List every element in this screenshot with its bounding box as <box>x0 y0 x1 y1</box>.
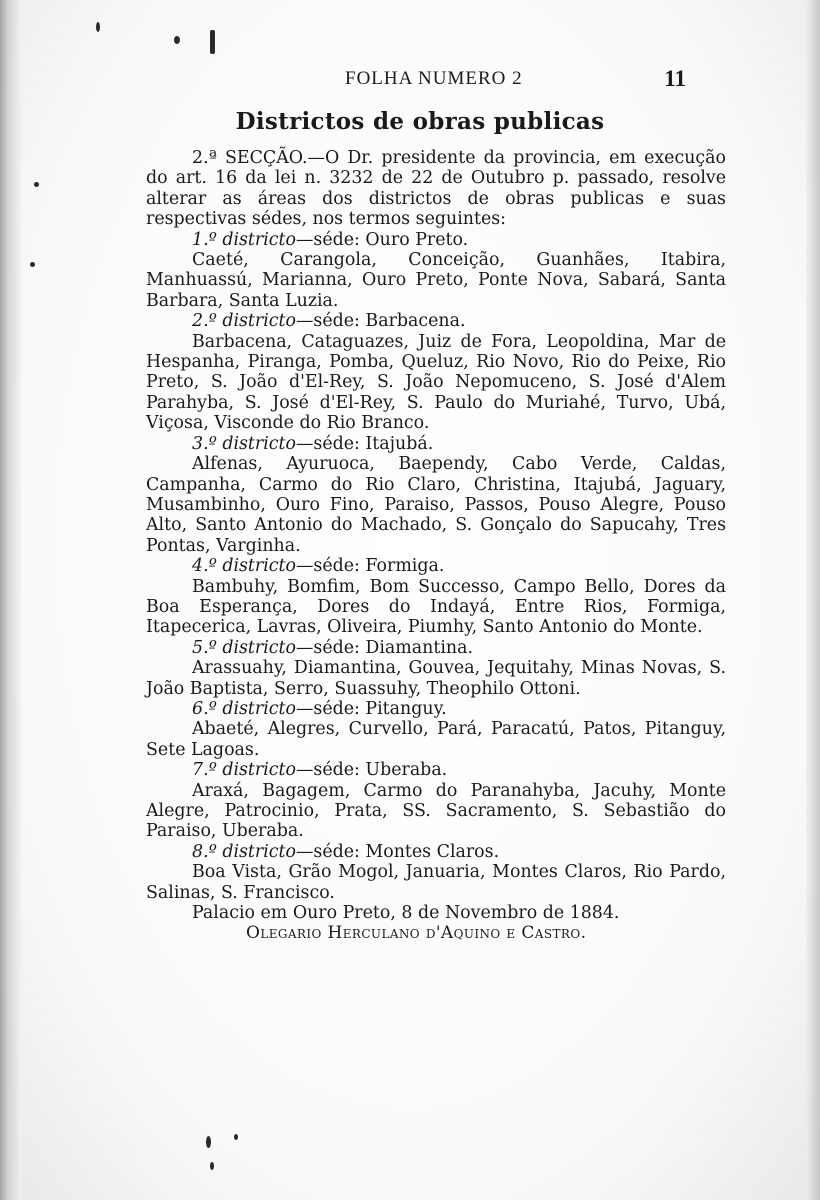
running-title: FOLHA NUMERO 2 <box>345 68 523 89</box>
district-seat: Itajubá. <box>365 433 434 454</box>
intro-paragraph <box>146 148 726 230</box>
district-localities: Arassuahy, Diamantina, Gouvea, Jequitahy, Minas Novas, S. João Baptista, Serro, Suassuhy, Theophilo Ottoni. <box>146 658 726 699</box>
scan-speck <box>206 1136 211 1148</box>
scan-speck <box>210 30 215 54</box>
scan-speck <box>174 36 180 44</box>
district-ordinal: 2.º <box>192 311 217 332</box>
district-heading <box>146 230 726 250</box>
district-seat: Uberaba. <box>365 760 448 781</box>
district-word: districto <box>222 637 296 658</box>
district-seat: Montes Claros. <box>365 841 500 862</box>
district-ordinal: 1.º <box>192 229 217 250</box>
district-ordinal: 6.º <box>192 698 217 719</box>
seat-label: —séde: <box>296 229 360 250</box>
district-list <box>146 230 726 903</box>
scan-speck <box>96 22 100 32</box>
scan-speck <box>30 262 35 267</box>
district-word: districto <box>222 841 296 862</box>
district-word: districto <box>222 433 296 454</box>
scan-speck <box>210 1162 214 1170</box>
closing-line: Palacio em Ouro Preto, 8 de Novembro de 1884. <box>192 903 620 924</box>
scan-speck <box>234 1134 238 1140</box>
district-heading <box>146 699 726 719</box>
district-ordinal: 3.º <box>192 433 217 454</box>
seat-label: —séde: <box>296 311 360 332</box>
district-seat: Barbacena. <box>365 311 466 332</box>
page-edge-shadow-left <box>0 0 22 1200</box>
district-word: districto <box>222 760 296 781</box>
scan-speck <box>34 182 39 187</box>
district-word: districto <box>222 556 296 577</box>
seat-label: —séde: <box>296 760 360 781</box>
section-title: Districtos de obras publicas <box>235 108 605 135</box>
intro-text: —O Dr. presidente da provincia, em execução do art. 16 da lei n. 3232 de 22 de Outubro p. passado, resolve alterar as áreas dos districtos de obras publicas e suas respectivas sédes, nos termos seguintes: <box>146 148 726 230</box>
seat-label: —séde: <box>296 841 360 862</box>
district-seat: Pitanguy. <box>365 698 447 719</box>
page-number: 11 <box>664 66 686 91</box>
signature: Olegario Herculano d'Aquino e Castro. <box>246 923 587 944</box>
district-word: districto <box>222 698 296 719</box>
district-seat: Formiga. <box>365 556 445 577</box>
district-localities: Alfenas, Ayuruoca, Baependy, Cabo Verde, Caldas, Campanha, Carmo do Rio Claro, Christina, Itajubá, Jaguary, Musambinho, Ouro Fino, Paraiso, Passos, Pouso Alegre, Pouso Alto, Santo Antonio do Machado, S. Gonçalo do Sapucahy, Tres Pontas, Varginha. <box>146 454 726 556</box>
article-body <box>146 148 726 944</box>
district-localities: Araxá, Bagagem, Carmo do Paranahyba, Jacuhy, Monte Alegre, Patrocinio, Prata, SS. Sacramento, S. Sebastião do Paraiso, Uberaba. <box>146 780 726 842</box>
district-heading <box>146 760 726 780</box>
district-localities: Bambuhy, Bomfim, Bom Successo, Campo Bello, Dores da Boa Esperança, Dores do Indayá, Entre Rios, Formiga, Itapecerica, Lavras, Oliveira, Piumhy, Santo Antonio do Monte. <box>146 576 726 638</box>
district-heading <box>146 842 726 862</box>
district-heading <box>146 311 726 331</box>
district-heading <box>146 434 726 454</box>
district-localities: Boa Vista, Grão Mogol, Januaria, Montes Claros, Rio Pardo, Salinas, S. Francisco. <box>146 862 726 903</box>
district-ordinal: 4.º <box>192 556 217 577</box>
district-ordinal: 5.º <box>192 637 217 658</box>
page-header <box>140 66 700 96</box>
district-word: districto <box>222 311 296 332</box>
district-localities: Abaeté, Alegres, Curvello, Pará, Paracatú, Patos, Pitanguy, Sete Lagoas. <box>146 719 726 760</box>
seat-label: —séde: <box>296 698 360 719</box>
seat-label: —séde: <box>296 637 360 658</box>
district-ordinal: 8.º <box>192 841 217 862</box>
page-edge-shadow-right <box>806 0 820 1200</box>
district-seat: Ouro Preto. <box>365 229 469 250</box>
district-localities: Caeté, Carangola, Conceição, Guanhães, Itabira, Manhuassú, Marianna, Ouro Preto, Ponte Nova, Sabará, Santa Barbara, Santa Luzia. <box>146 250 726 311</box>
district-heading <box>146 556 726 576</box>
district-localities: Barbacena, Cataguazes, Juiz de Fora, Leopoldina, Mar de Hespanha, Piranga, Pomba, Queluz, Rio Novo, Rio do Peixe, Rio Preto, S. João d'El-Rey, S. João Nepomuceno, S. José d'Alem Parahyba, S. José d'El-Rey, S. Paulo do Muriahé, Turvo, Ubá, Viçosa, Visconde do Rio Branco. <box>146 331 726 434</box>
section-label: 2.ª SECÇÃO. <box>192 148 308 168</box>
district-heading <box>146 638 726 658</box>
district-word: districto <box>222 229 296 250</box>
seat-label: —séde: <box>296 433 360 454</box>
seat-label: —séde: <box>296 556 360 577</box>
district-seat: Diamantina. <box>365 637 474 658</box>
district-ordinal: 7.º <box>192 760 217 781</box>
